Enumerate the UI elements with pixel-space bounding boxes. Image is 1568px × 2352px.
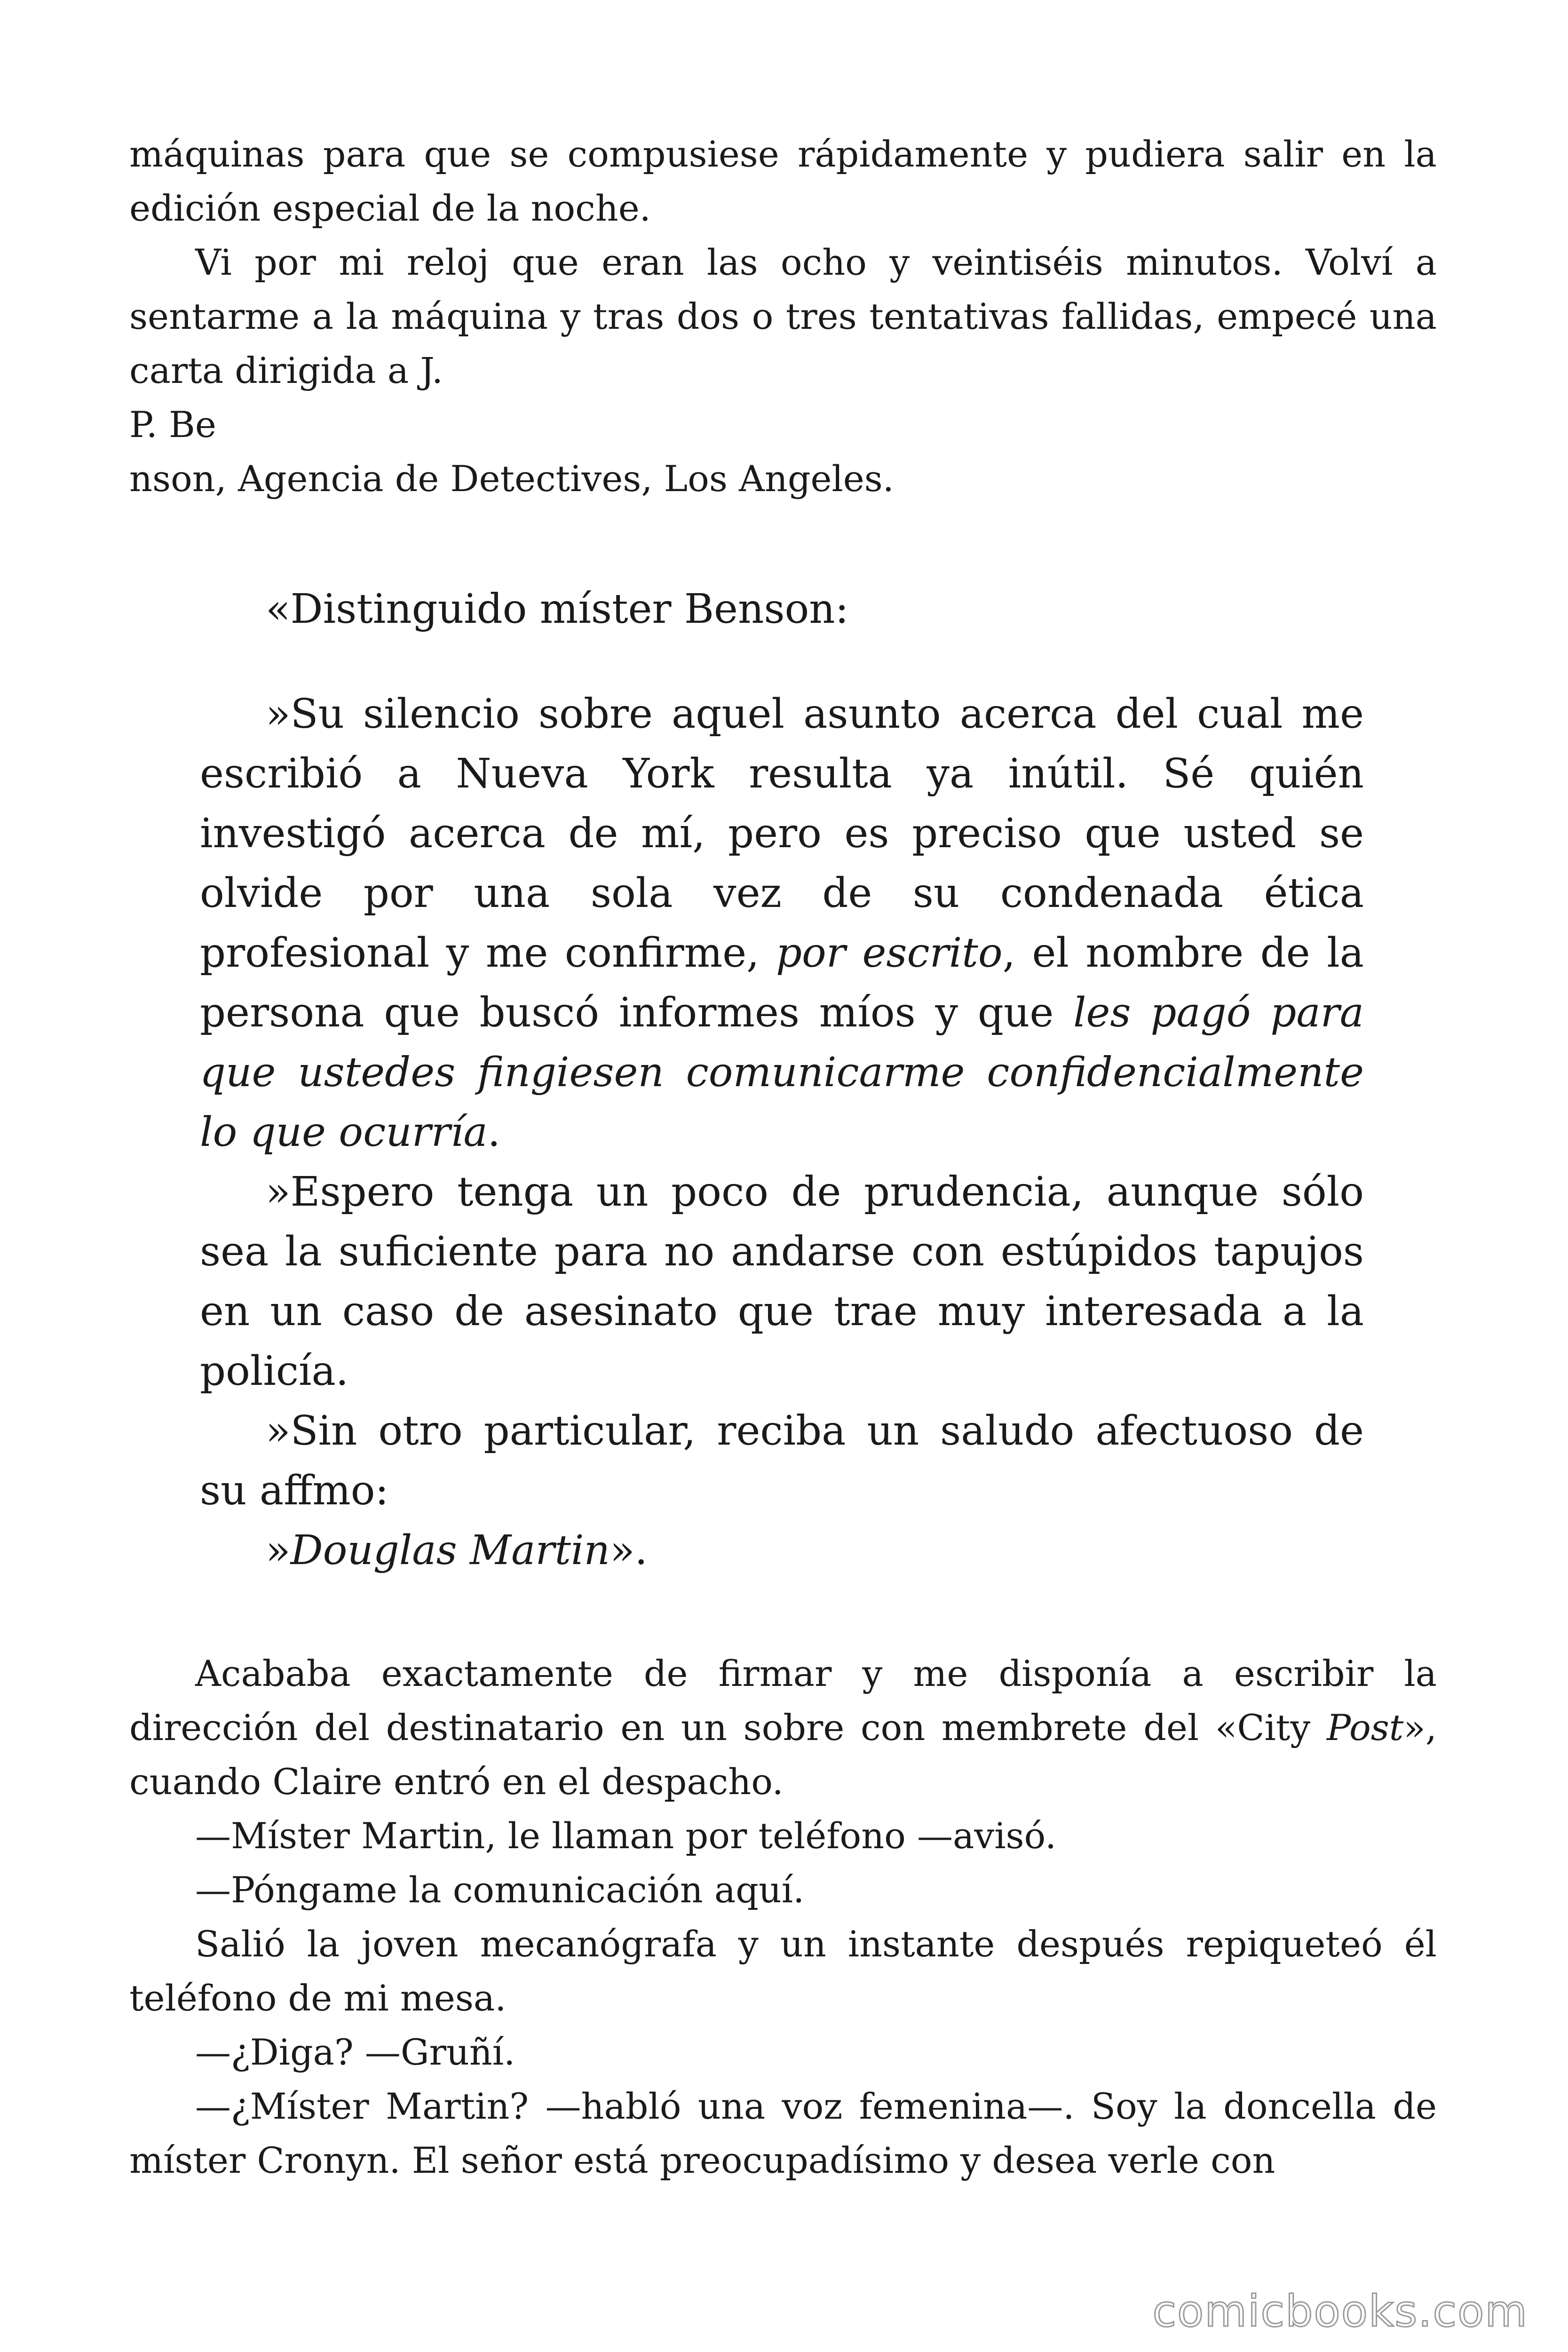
italic-run: por escrito <box>776 930 1003 977</box>
watermark: comicbooks.com <box>1152 2286 1528 2336</box>
paragraph: nson, Agencia de Detectives, Los Angeles. <box>129 458 894 500</box>
text-run: », cuando Claire entró en el despacho. <box>129 1707 1437 1803</box>
paragraph: máquinas para que se compusiese rápidamente y pudiera salir en la edición especial de la noche. <box>129 133 1437 229</box>
text-run: » <box>266 1527 291 1574</box>
paragraph <box>129 1646 1437 1809</box>
letter-paragraph: »Sin otro particular, reciba un saludo afectuoso de su affmo: <box>200 1407 1364 1514</box>
italic-run: Post <box>1326 1707 1404 1748</box>
top-text <box>129 127 1437 506</box>
text-run: Acababa exactamente de firmar y me disponía a escribir la dirección del destinatario en un sobre con membrete del «City <box>129 1653 1437 1748</box>
paragraph: Salió la joven mecanógrafa y un instante después repiqueteó él teléfono de mi mesa. <box>129 1923 1437 2019</box>
paragraph: —¿Míster Martin? —habló una voz femenina—. Soy la doncella de míster Cronyn. El señor está preocupadísimo y desea verle con <box>129 2085 1437 2181</box>
paragraph: P. Be <box>129 404 216 445</box>
letter-paragraph: »Espero tenga un poco de prudencia, aunque sólo sea la suficiente para no andarse con estúpidos tapujos en un caso de asesinato que trae muy interesada a la policía. <box>200 1168 1364 1395</box>
text-run: , el nombre de la persona que buscó informes míos y que <box>200 930 1364 1036</box>
italic-run: Douglas Martin <box>290 1527 610 1574</box>
paragraph: —¿Diga? —Gruñí. <box>195 2031 515 2073</box>
letter-body <box>200 684 1364 1581</box>
text-run: . <box>487 1109 500 1156</box>
paragraph: —Míster Martin, le llaman por teléfono —avisó. <box>195 1815 1057 1857</box>
paragraph: Vi por mi reloj que eran las ocho y veintiséis minutos. Volví a sentarme a la máquina y tras dos o tres tentativas fallidas, empecé una carta dirigida a J. <box>129 241 1437 391</box>
paragraph: —Póngame la comunicación aquí. <box>195 1869 805 1911</box>
italic-run: les pagó para que ustedes fingiesen comunicarme confidencialmente lo que ocurría <box>200 989 1364 1156</box>
bottom-text <box>129 1646 1437 2187</box>
letter-salutation: «Distinguido míster Benson: <box>266 586 849 633</box>
text-run: »Su silencio sobre aquel asunto acerca del cual me escribió a Nueva York resulta ya inútil. Sé quién investigó acerca de mí, pero es preciso que usted se olvide por una sola vez de su condenada ética profesional y me confirme, <box>200 691 1364 977</box>
letter-paragraph <box>200 684 1364 1162</box>
letter-signature <box>200 1521 1364 1581</box>
text-run: ». <box>610 1527 648 1574</box>
